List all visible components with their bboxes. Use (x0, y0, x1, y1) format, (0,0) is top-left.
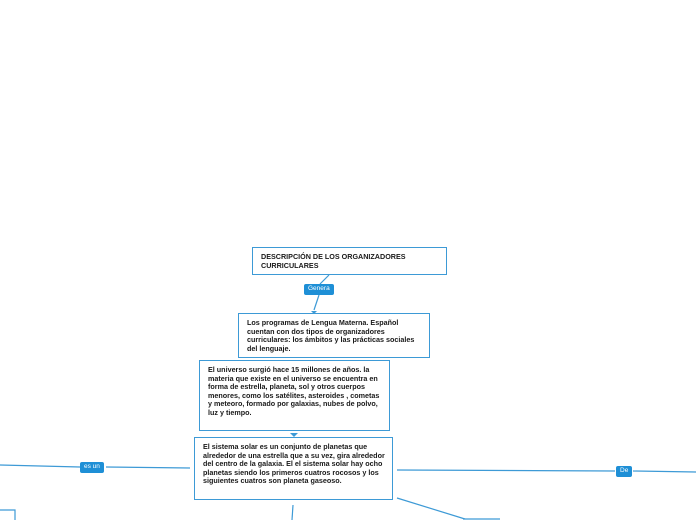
tag-de[interactable] (616, 466, 632, 477)
node-title[interactable] (252, 247, 447, 275)
tag-es-un[interactable] (80, 462, 104, 473)
tag-de-label: De (620, 467, 629, 474)
tag-genera[interactable] (304, 284, 334, 295)
node-title-text: DESCRIPCIÓN DE LOS ORGANIZADORES CURRICULARES (261, 252, 406, 270)
node-universo-text: El universo surgió hace 15 millones de años. la materia que existe en el universo se encuentra en forma de estrella, planeta, sol y otros cuerpos menores, como los satélites, asteroides , cometas y meteoro, formado por galaxias, nubes de polvo, luz y tiempo. (208, 365, 380, 417)
tag-genera-label: Genera (308, 285, 330, 292)
node-sistema-solar-text: El sistema solar es un conjunto de planetas que alrededor de una estrella que a su vez, gira alrededor del centro de la galaxia. El el sistema solar hay ocho planetas siendo los primeros cuatros rocosos y los siguientes cuatros son planeta gaseoso. (203, 442, 385, 486)
node-programas-text: Los programas de Lengua Materna. Español cuentan con dos tipos de organizadores curriculares: los ámbitos y las prácticas sociales del lenguaje. (247, 318, 415, 353)
node-programas[interactable] (238, 313, 430, 358)
tag-es-un-label: es un (84, 463, 100, 470)
node-sistema-solar[interactable] (194, 437, 393, 500)
node-universo[interactable] (199, 360, 390, 431)
